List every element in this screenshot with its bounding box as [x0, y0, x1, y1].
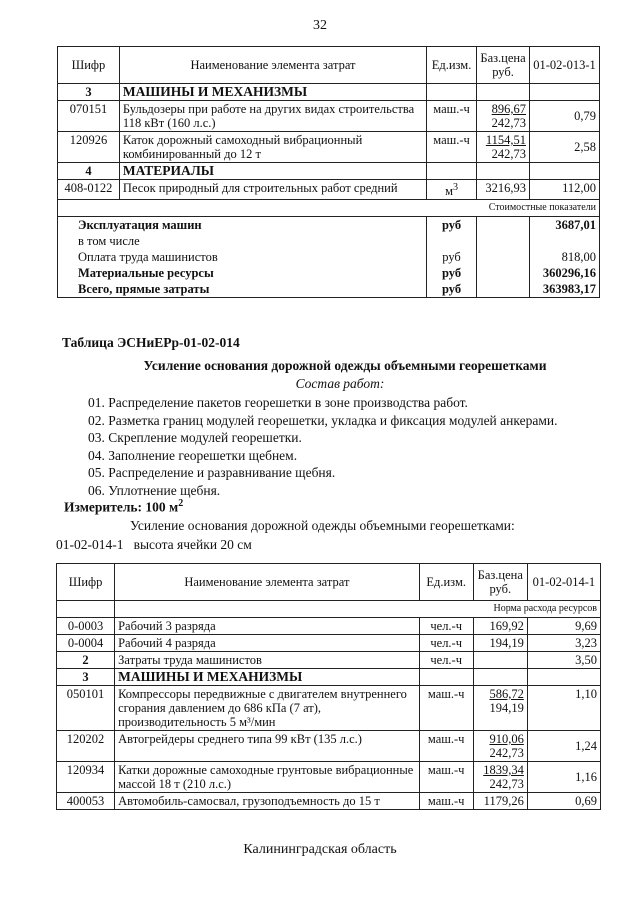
- summary-unit: руб: [427, 265, 477, 281]
- header-code: Шифр: [58, 47, 120, 84]
- table-row: [57, 635, 601, 652]
- summary-value: 3687,01: [530, 217, 600, 234]
- header-norm: 01-02-013-1: [530, 47, 600, 84]
- row-value: 9,69: [527, 618, 600, 635]
- row-code: 0-0004: [57, 635, 115, 652]
- row-code: 120202: [57, 731, 115, 762]
- table-header-row: [57, 564, 601, 601]
- table-row: [57, 686, 601, 731]
- table-row: [57, 793, 601, 810]
- section-row: [58, 163, 600, 180]
- header-name: Наименование элемента затрат: [119, 47, 426, 84]
- section-code: 3: [57, 669, 115, 686]
- summary-row: [58, 233, 600, 249]
- header-norm: 01-02-014-1: [527, 564, 600, 601]
- row-price: 3216,93: [477, 180, 530, 200]
- row-name: Бульдозеры при работе на других видах строительства 118 кВт (160 л.с.): [119, 101, 426, 132]
- row-unit: маш.-ч: [427, 101, 477, 132]
- table-row: [57, 652, 601, 669]
- row-unit: чел.-ч: [419, 618, 473, 635]
- header-unit: Ед.изм.: [427, 47, 477, 84]
- row-price: 194,19: [473, 635, 527, 652]
- row-name: Компрессоры передвижные с двигателем внутреннего сгорания давлением до 686 кПа (7 ат), производительность 5 м³/мин: [115, 686, 420, 731]
- section-title: МАШИНЫ И МЕХАНИЗМЫ: [119, 84, 426, 101]
- header-unit: Ед.изм.: [419, 564, 473, 601]
- row-value: 1,16: [527, 762, 600, 793]
- row-unit: чел.-ч: [419, 635, 473, 652]
- row-name: Песок природный для строительных работ средний: [119, 180, 426, 200]
- norm-header-row: [57, 601, 601, 618]
- cost-indicators-row: [58, 200, 600, 217]
- section-title: МАШИНЫ И МЕХАНИЗМЫ: [115, 669, 420, 686]
- row-price: 1839,34: [483, 763, 524, 777]
- row-value: 2,58: [530, 132, 600, 163]
- norm-header-label: Норма расхода ресурсов: [115, 601, 601, 618]
- row-unit: м: [445, 184, 453, 199]
- row-code: 408-0122: [58, 180, 120, 200]
- row-price: 1154,51: [485, 133, 527, 147]
- table-row: [58, 132, 600, 163]
- summary-label: Всего, прямые затраты: [58, 281, 427, 298]
- cost-indicators-label: Стоимостные показатели: [58, 200, 600, 217]
- list-item: 05. Распределение и разравнивание щебня.: [88, 465, 336, 480]
- summary-label: Оплата труда машинистов: [58, 249, 427, 265]
- row-price: 1179,26: [473, 793, 527, 810]
- row-name: Затраты труда машинистов: [115, 652, 420, 669]
- cost-table-014: [56, 563, 601, 810]
- work-list: [88, 394, 557, 499]
- row-price: 586,72: [489, 687, 524, 701]
- summary-value: 360296,16: [530, 265, 600, 281]
- table-title: Таблица ЭСНиЕРр-01-02-014: [62, 335, 240, 350]
- row-unit: маш.-ч: [427, 132, 477, 163]
- header-name: Наименование элемента затрат: [115, 564, 420, 601]
- header-price: Баз.цена руб.: [477, 47, 530, 84]
- row-code: 120934: [57, 762, 115, 793]
- row-price-secondary: 194,19: [489, 701, 524, 715]
- summary-row: [58, 281, 600, 298]
- row-price-secondary: 242,73: [489, 746, 524, 760]
- row-unit: маш.-ч: [419, 793, 473, 810]
- table-row: [57, 762, 601, 793]
- measurer: [64, 498, 640, 516]
- row-code: 0-0003: [57, 618, 115, 635]
- row-price: 169,92: [473, 618, 527, 635]
- row-value: 112,00: [530, 180, 600, 200]
- summary-unit: руб: [427, 249, 477, 265]
- row-name: Автогрейдеры среднего типа 99 кВт (135 л.с.): [115, 731, 420, 762]
- summary-label: в том числе: [58, 233, 427, 249]
- section-code: 3: [58, 84, 120, 101]
- header-price: Баз.цена руб.: [473, 564, 527, 601]
- header-code: Шифр: [57, 564, 115, 601]
- row-unit: маш.-ч: [419, 762, 473, 793]
- table-row: [57, 618, 601, 635]
- summary-row: [58, 217, 600, 234]
- summary-label: Эксплуатация машин: [58, 217, 427, 234]
- summary-row: [58, 249, 600, 265]
- row-code: 400053: [57, 793, 115, 810]
- measurer-sup: 2: [178, 498, 184, 509]
- page-number: 32: [313, 18, 327, 33]
- row-unit: маш.-ч: [419, 686, 473, 731]
- cost-table-013: [57, 46, 600, 298]
- row-code: 050101: [57, 686, 115, 731]
- section-code: 4: [58, 163, 120, 180]
- row-unit: чел.-ч: [419, 652, 473, 669]
- row-name: Катки дорожные самоходные грунтовые вибрационные массой 18 т (210 л.с.): [115, 762, 420, 793]
- norm-description: Усиление основания дорожной одежды объемными георешетками:: [130, 518, 515, 533]
- summary-value: 363983,17: [530, 281, 600, 298]
- row-price-secondary: 242,73: [489, 777, 524, 791]
- row-unit-sup: 3: [453, 182, 458, 193]
- summary-value: 818,00: [530, 249, 600, 265]
- row-name: Каток дорожный самоходный вибрационный комбинированный до 12 т: [119, 132, 426, 163]
- row-price: 896,67: [491, 102, 527, 116]
- row-code: 070151: [58, 101, 120, 132]
- row-name: Автомобиль-самосвал, грузоподъемность до 15 т: [115, 793, 420, 810]
- summary-unit: руб: [427, 217, 477, 234]
- measurer-label: Измеритель: 100 м: [64, 499, 179, 515]
- row-value: 1,10: [527, 686, 600, 731]
- row-value: 0,69: [527, 793, 600, 810]
- row-price: 910,06: [489, 732, 524, 746]
- list-item: 02. Разметка границ модулей георешетки, укладка и фиксация модулей анкерами.: [88, 412, 558, 428]
- summary-unit: руб: [427, 281, 477, 298]
- section-row: [57, 669, 601, 686]
- row-price-secondary: 242,73: [491, 147, 527, 161]
- norm-code-line: 01-02-014-1 высота ячейки 20 см: [56, 537, 252, 552]
- work-composition-heading: Состав работ:: [295, 376, 385, 391]
- table-subtitle: Усиление основания дорожной одежды объемными георешетками: [143, 358, 547, 373]
- table-row: [58, 180, 600, 200]
- row-name: Рабочий 3 разряда: [115, 618, 420, 635]
- row-unit: маш.-ч: [419, 731, 473, 762]
- page-footer: Калининградская область: [243, 842, 397, 857]
- section-title: МАТЕРИАЛЫ: [119, 163, 426, 180]
- table-header-row: [58, 47, 600, 84]
- row-value: 1,24: [527, 731, 600, 762]
- row-value: 3,23: [527, 635, 600, 652]
- summary-label: Материальные ресурсы: [58, 265, 427, 281]
- row-code: 120926: [58, 132, 120, 163]
- list-item: 01. Распределение пакетов георешетки в зоне производства работ.: [88, 395, 468, 410]
- row-price-secondary: 242,73: [491, 116, 527, 130]
- row-name: Рабочий 4 разряда: [115, 635, 420, 652]
- row-value: 3,50: [527, 652, 600, 669]
- list-item: 03. Скрепление модулей георешетки.: [88, 430, 302, 445]
- table-row: [58, 101, 600, 132]
- list-item: 04. Заполнение георешетки щебнем.: [88, 447, 298, 463]
- section-row: [58, 84, 600, 101]
- row-value: 0,79: [530, 101, 600, 132]
- row-code: 2: [57, 652, 115, 669]
- table-row: [57, 731, 601, 762]
- list-item: 06. Уплотнение щебня.: [88, 482, 221, 498]
- summary-row: [58, 265, 600, 281]
